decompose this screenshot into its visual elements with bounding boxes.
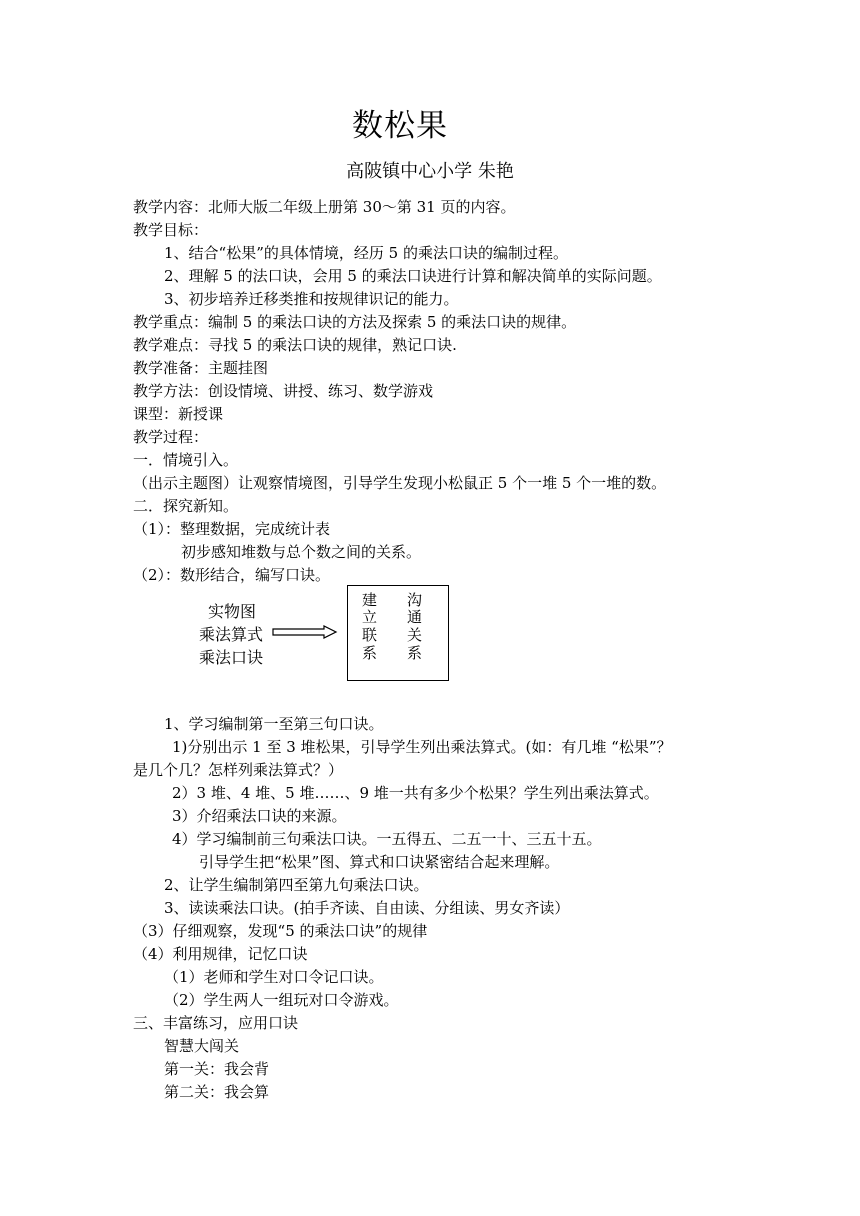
diagram-label-expression: 乘法算式 — [199, 625, 264, 644]
paragraph-line: 4）学习编制前三句乘法口诀。一五得五、二五一十、三五十五。 — [172, 830, 602, 848]
paragraph-line: （3）仔细观察，发现“5 的乘法口诀”的规律 — [133, 922, 428, 940]
paragraph-line: 二．探究新知。 — [133, 497, 239, 515]
paragraph-line: 1、学习编制第一至第三句口诀。 — [164, 715, 384, 733]
paragraph-line: （1）：整理数据，完成统计表 — [133, 520, 331, 538]
paragraph-line: 教学过程： — [133, 428, 209, 446]
paragraph-line: 第二关：我会算 — [164, 1083, 270, 1101]
paragraph-line: 第一关：我会背 — [164, 1060, 270, 1078]
paragraph-line: 2、让学生编制第四至第九句乘法口诀。 — [164, 876, 429, 894]
document-subtitle: 高陂镇中心小学 朱艳 — [346, 161, 514, 182]
paragraph-line: 引导学生把“松果”图、算式和口诀紧密结合起来理解。 — [199, 853, 560, 871]
box-char: 沟 — [407, 591, 423, 609]
box-char: 系 — [362, 644, 378, 662]
paragraph-line: （出示主题图）让观察情境图，引导学生发现小松鼠正 5 个一堆 5 个一堆的数。 — [133, 474, 667, 492]
paragraph-line: 智慧大闯关 — [164, 1037, 240, 1055]
paragraph-line: 初步感知堆数与总个数之间的关系。 — [181, 543, 422, 561]
paragraph-line: 3、读读乘法口诀。(拍手齐读、自由读、分组读、男女齐读） — [164, 899, 570, 917]
paragraph-line: 3、初步培养迁移类推和按规律识记的能力。 — [164, 290, 459, 308]
box-char: 关 — [407, 626, 423, 644]
section-heading: 三、丰富练习，应用口诀 — [133, 1014, 299, 1032]
paragraph-line: 1)分别出示 1 至 3 堆松果，引导学生列出乘法算式。(如：有几堆 “松果”？ — [172, 738, 672, 756]
paragraph-line: 教学重点：编制 5 的乘法口诀的方法及探索 5 的乘法口诀的规律。 — [133, 313, 577, 331]
paragraph-line: 2、理解 5 的法口诀，会用 5 的乘法口诀进行计算和解决简单的实际问题。 — [164, 267, 662, 285]
paragraph-line: 一．情境引入。 — [133, 451, 239, 469]
box-char: 联 — [362, 626, 378, 644]
connection-box — [347, 585, 449, 681]
paragraph-line: 3）介绍乘法口诀的来源。 — [172, 807, 347, 825]
paragraph-line: 教学准备：主题挂图 — [133, 359, 269, 377]
paragraph-line: 教学内容：北师大版二年级上册第 30～第 31 页的内容。 — [133, 198, 516, 216]
diagram-label-rhyme: 乘法口诀 — [199, 648, 264, 667]
paragraph-line: 课型：新授课 — [133, 405, 224, 423]
box-char: 建 — [362, 591, 378, 609]
paragraph-line: 教学难点：寻找 5 的乘法口诀的规律，熟记口诀. — [133, 336, 457, 354]
paragraph-line: （4）利用规律，记忆口诀 — [133, 945, 308, 963]
paragraph-line: （2）：数形结合，编写口诀。 — [133, 566, 331, 584]
box-char: 通 — [407, 608, 423, 626]
paragraph-line: 1、结合“松果”的具体情境，经历 5 的乘法口诀的编制过程。 — [164, 244, 568, 262]
document-title: 数松果 — [352, 108, 448, 144]
paragraph-line: 教学方法：创设情境、讲授、练习、数学游戏 — [133, 382, 434, 400]
paragraph-line: 是几个几？怎样列乘法算式？） — [133, 761, 344, 779]
box-char: 系 — [407, 644, 423, 662]
double-arrow-icon — [272, 625, 338, 639]
paragraph-line: 教学目标： — [133, 221, 209, 239]
paragraph-line: （2）学生两人一组玩对口令游戏。 — [164, 991, 399, 1009]
diagram-label-objects: 实物图 — [208, 602, 257, 621]
paragraph-line: 2）3 堆、4 堆、5 堆……、9 堆一共有多少个松果？学生列出乘法算式。 — [172, 784, 659, 802]
box-char: 立 — [362, 608, 378, 626]
paragraph-line: （1）老师和学生对口令记口诀。 — [164, 968, 384, 986]
